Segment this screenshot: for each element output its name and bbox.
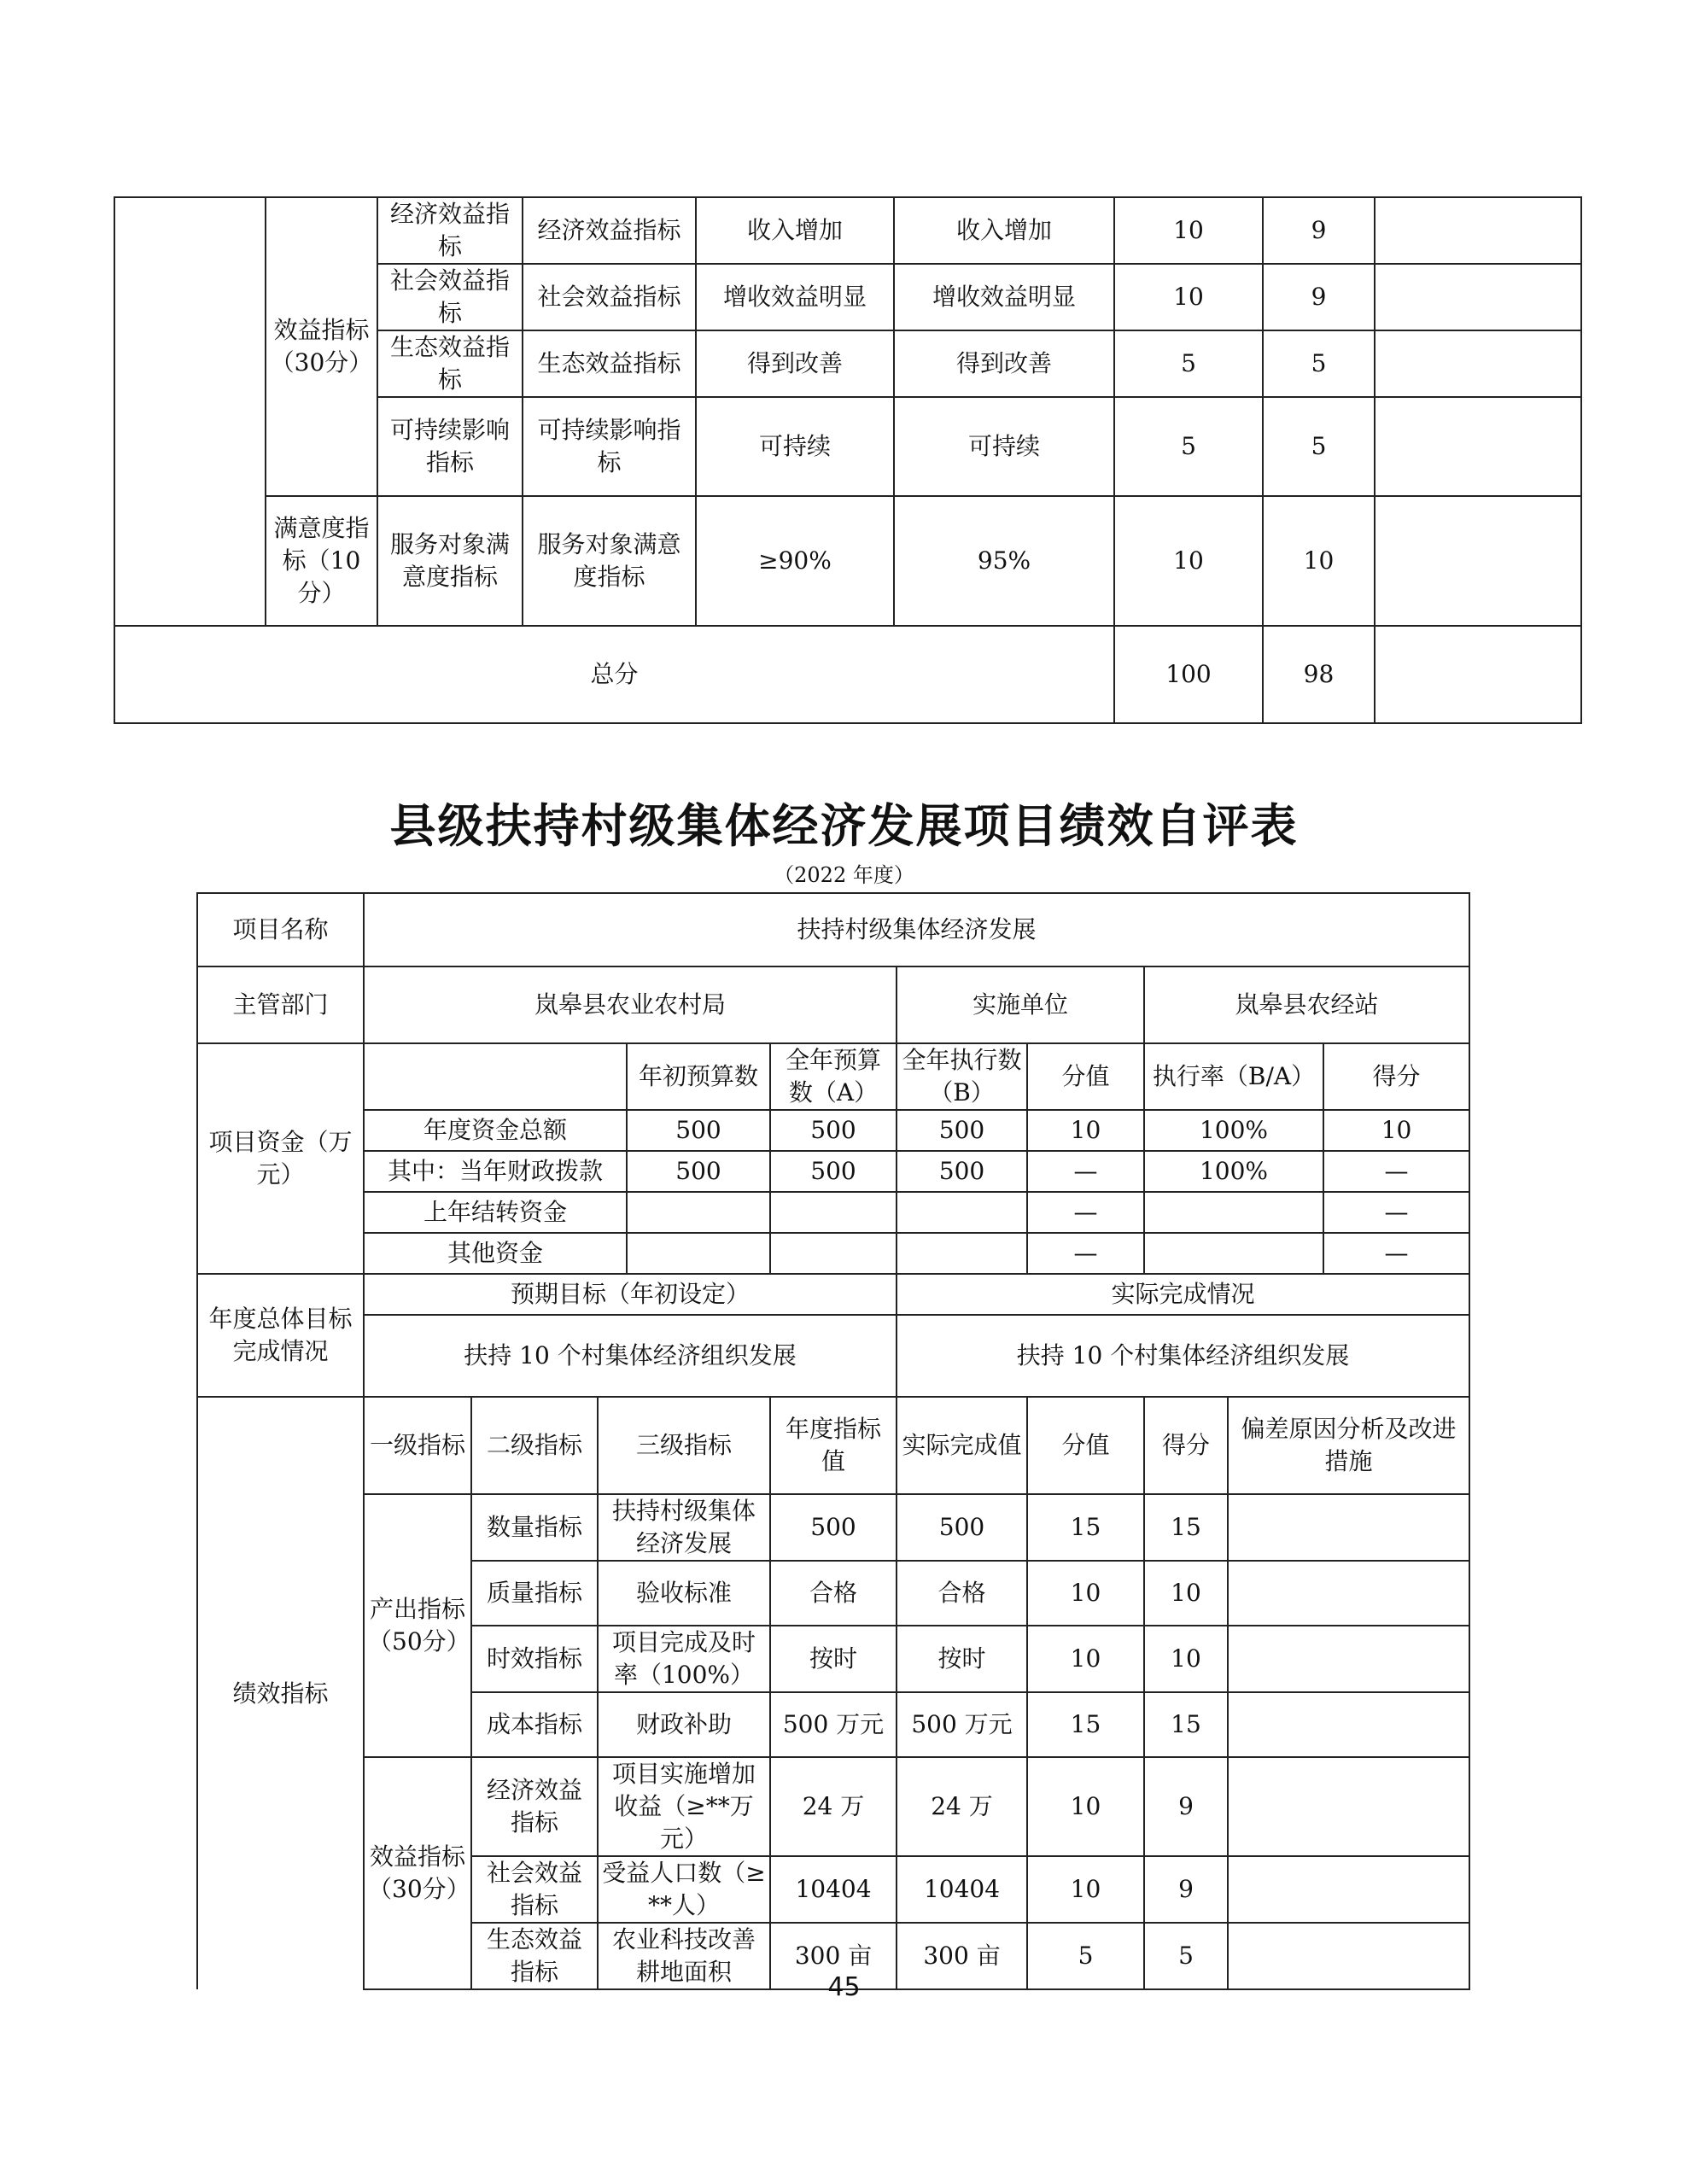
- funds-budget: 500: [770, 1110, 897, 1151]
- perf-l2: 生态效益指标: [471, 1923, 598, 1989]
- perf-header: 得分: [1144, 1397, 1228, 1494]
- goal-actual-value: 扶持 10 个村集体经济组织发展: [897, 1315, 1469, 1397]
- perf-target: 合格: [770, 1561, 897, 1626]
- score-value-cell: 10: [1114, 197, 1263, 264]
- left-blank-cell: [114, 197, 266, 626]
- perf-target: 按时: [770, 1626, 897, 1692]
- funds-header: 分值: [1027, 1043, 1144, 1110]
- top-score-table: [114, 196, 1582, 724]
- perf-actual: 合格: [897, 1561, 1027, 1626]
- funds-init: [627, 1192, 770, 1233]
- benefit-indicator-label: 效益指标（30分）: [266, 197, 377, 496]
- output-indicator-label: 产出指标（50分）: [364, 1494, 471, 1757]
- perf-target: 500: [770, 1494, 897, 1561]
- note-cell: [1375, 264, 1581, 330]
- note-cell: [1375, 197, 1581, 264]
- l2-cell: 可持续影响指标: [377, 397, 523, 496]
- perf-actual: 500 万元: [897, 1692, 1027, 1757]
- perf-l2: 成本指标: [471, 1692, 598, 1757]
- perf-val: 15: [1027, 1692, 1144, 1757]
- project-name-label: 项目名称: [197, 893, 364, 966]
- perf-header: 实际完成值: [897, 1397, 1027, 1494]
- total-value: 100: [1114, 626, 1263, 723]
- funds-score: —: [1323, 1233, 1469, 1274]
- target-cell: ≥90%: [696, 496, 894, 626]
- perf-header: 分值: [1027, 1397, 1144, 1494]
- note-cell: [1375, 330, 1581, 397]
- dept-label: 主管部门: [197, 966, 364, 1043]
- impl-value: 岚皋县农经站: [1144, 966, 1469, 1043]
- funds-header: 得分: [1323, 1043, 1469, 1110]
- dept-value: 岚皋县农业农村局: [364, 966, 897, 1043]
- funds-init: [627, 1233, 770, 1274]
- goal-expected-value: 扶持 10 个村集体经济组织发展: [364, 1315, 897, 1397]
- perf-header: 偏差原因分析及改进措施: [1228, 1397, 1469, 1494]
- funds-init: 500: [627, 1110, 770, 1151]
- perf-note: [1228, 1757, 1469, 1856]
- l3-cell: 生态效益指标: [523, 330, 696, 397]
- page-subtitle: （2022 年度）: [774, 863, 914, 887]
- project-name-value: 扶持村级集体经济发展: [364, 893, 1469, 966]
- perf-val: 10: [1027, 1757, 1144, 1856]
- perf-l3: 农业科技改善耕地面积: [598, 1923, 770, 1989]
- perf-l3: 验收标准: [598, 1561, 770, 1626]
- actual-cell: 95%: [894, 496, 1114, 626]
- perf-score: 9: [1144, 1757, 1228, 1856]
- l2-cell: 经济效益指标: [377, 197, 523, 264]
- score-value-cell: 5: [1114, 330, 1263, 397]
- score-cell: 9: [1263, 264, 1375, 330]
- funds-score: 10: [1323, 1110, 1469, 1151]
- perf-header: 二级指标: [471, 1397, 598, 1494]
- perf-actual: 300 亩: [897, 1923, 1027, 1989]
- perf-val: 10: [1027, 1561, 1144, 1626]
- perf-header: 三级指标: [598, 1397, 770, 1494]
- perf-score: 15: [1144, 1494, 1228, 1561]
- goal-actual-header: 实际完成情况: [897, 1274, 1469, 1315]
- funds-exec: [897, 1192, 1027, 1233]
- funds-rate: 100%: [1144, 1151, 1323, 1192]
- perf-note: [1228, 1626, 1469, 1692]
- l3-cell: 服务对象满意度指标: [523, 496, 696, 626]
- target-cell: 增收效益明显: [696, 264, 894, 330]
- target-cell: 收入增加: [696, 197, 894, 264]
- funds-label: 项目资金（万元）: [197, 1043, 364, 1274]
- perf-actual: 10404: [897, 1856, 1027, 1923]
- funds-rate: [1144, 1192, 1323, 1233]
- perf-l3: 受益人口数（≥**人）: [598, 1856, 770, 1923]
- funds-budget: [770, 1192, 897, 1233]
- l3-cell: 可持续影响指标: [523, 397, 696, 496]
- score-cell: 9: [1263, 197, 1375, 264]
- funds-header: 执行率（B/A）: [1144, 1043, 1323, 1110]
- page-title: 县级扶持村级集体经济发展项目绩效自评表: [389, 799, 1299, 853]
- perf-l3: 项目完成及时率（100%）: [598, 1626, 770, 1692]
- actual-cell: 收入增加: [894, 197, 1114, 264]
- perf-target: 500 万元: [770, 1692, 897, 1757]
- perf-score: 9: [1144, 1856, 1228, 1923]
- score-cell: 5: [1263, 330, 1375, 397]
- benefit-indicator-label-2: 效益指标（30分）: [364, 1757, 471, 1989]
- funds-blank-header: [364, 1043, 627, 1110]
- funds-score: —: [1323, 1151, 1469, 1192]
- score-cell: 5: [1263, 397, 1375, 496]
- funds-score: —: [1323, 1192, 1469, 1233]
- funds-budget: 500: [770, 1151, 897, 1192]
- funds-val: —: [1027, 1192, 1144, 1233]
- funds-row-name: 其他资金: [364, 1233, 627, 1274]
- l3-cell: 经济效益指标: [523, 197, 696, 264]
- funds-row-name: 上年结转资金: [364, 1192, 627, 1233]
- perf-target: 24 万: [770, 1757, 897, 1856]
- l2-cell: 服务对象满意度指标: [377, 496, 523, 626]
- funds-exec: [897, 1233, 1027, 1274]
- funds-row-name: 其中：当年财政拨款: [364, 1151, 627, 1192]
- perf-header: 年度指标值: [770, 1397, 897, 1494]
- perf-score: 10: [1144, 1626, 1228, 1692]
- perf-actual: 按时: [897, 1626, 1027, 1692]
- impl-label: 实施单位: [897, 966, 1144, 1043]
- actual-cell: 可持续: [894, 397, 1114, 496]
- funds-budget: [770, 1233, 897, 1274]
- perf-label: 绩效指标: [197, 1397, 364, 1989]
- note-cell: [1375, 397, 1581, 496]
- funds-header: 年初预算数: [627, 1043, 770, 1110]
- total-note: [1375, 626, 1581, 723]
- perf-actual: 500: [897, 1494, 1027, 1561]
- perf-l3: 扶持村级集体经济发展: [598, 1494, 770, 1561]
- funds-header: 全年执行数（B）: [897, 1043, 1027, 1110]
- perf-header: 一级指标: [364, 1397, 471, 1494]
- perf-target: 300 亩: [770, 1923, 897, 1989]
- perf-actual: 24 万: [897, 1757, 1027, 1856]
- perf-val: 5: [1027, 1923, 1144, 1989]
- funds-val: —: [1027, 1151, 1144, 1192]
- funds-val: —: [1027, 1233, 1144, 1274]
- perf-note: [1228, 1494, 1469, 1561]
- perf-score: 10: [1144, 1561, 1228, 1626]
- perf-l2: 质量指标: [471, 1561, 598, 1626]
- target-cell: 可持续: [696, 397, 894, 496]
- target-cell: 得到改善: [696, 330, 894, 397]
- perf-val: 15: [1027, 1494, 1144, 1561]
- perf-val: 10: [1027, 1856, 1144, 1923]
- perf-l3: 财政补助: [598, 1692, 770, 1757]
- perf-target: 10404: [770, 1856, 897, 1923]
- perf-note: [1228, 1856, 1469, 1923]
- l2-cell: 社会效益指标: [377, 264, 523, 330]
- perf-score: 15: [1144, 1692, 1228, 1757]
- perf-score: 5: [1144, 1923, 1228, 1989]
- perf-l2: 数量指标: [471, 1494, 598, 1561]
- goal-expected-header: 预期目标（年初设定）: [364, 1274, 897, 1315]
- satisfaction-indicator-label: 满意度指标（10分）: [266, 496, 377, 626]
- perf-l3: 项目实施增加收益（≥**万元）: [598, 1757, 770, 1856]
- score-value-cell: 10: [1114, 496, 1263, 626]
- actual-cell: 增收效益明显: [894, 264, 1114, 330]
- perf-note: [1228, 1692, 1469, 1757]
- note-cell: [1375, 496, 1581, 626]
- perf-val: 10: [1027, 1626, 1144, 1692]
- funds-exec: 500: [897, 1151, 1027, 1192]
- total-score: 98: [1263, 626, 1375, 723]
- score-value-cell: 5: [1114, 397, 1263, 496]
- l2-cell: 生态效益指标: [377, 330, 523, 397]
- perf-note: [1228, 1561, 1469, 1626]
- evaluation-form-table: [196, 892, 1470, 1990]
- page-number: 45: [827, 1972, 861, 2002]
- funds-rate: [1144, 1233, 1323, 1274]
- actual-cell: 得到改善: [894, 330, 1114, 397]
- funds-row-name: 年度资金总额: [364, 1110, 627, 1151]
- funds-init: 500: [627, 1151, 770, 1192]
- score-cell: 10: [1263, 496, 1375, 626]
- funds-exec: 500: [897, 1110, 1027, 1151]
- perf-l2: 社会效益指标: [471, 1856, 598, 1923]
- perf-l2: 经济效益指标: [471, 1757, 598, 1856]
- goal-label: 年度总体目标完成情况: [197, 1274, 364, 1397]
- funds-rate: 100%: [1144, 1110, 1323, 1151]
- l3-cell: 社会效益指标: [523, 264, 696, 330]
- total-label: 总分: [114, 626, 1114, 723]
- funds-header: 全年预算数（A）: [770, 1043, 897, 1110]
- funds-val: 10: [1027, 1110, 1144, 1151]
- perf-l2: 时效指标: [471, 1626, 598, 1692]
- score-value-cell: 10: [1114, 264, 1263, 330]
